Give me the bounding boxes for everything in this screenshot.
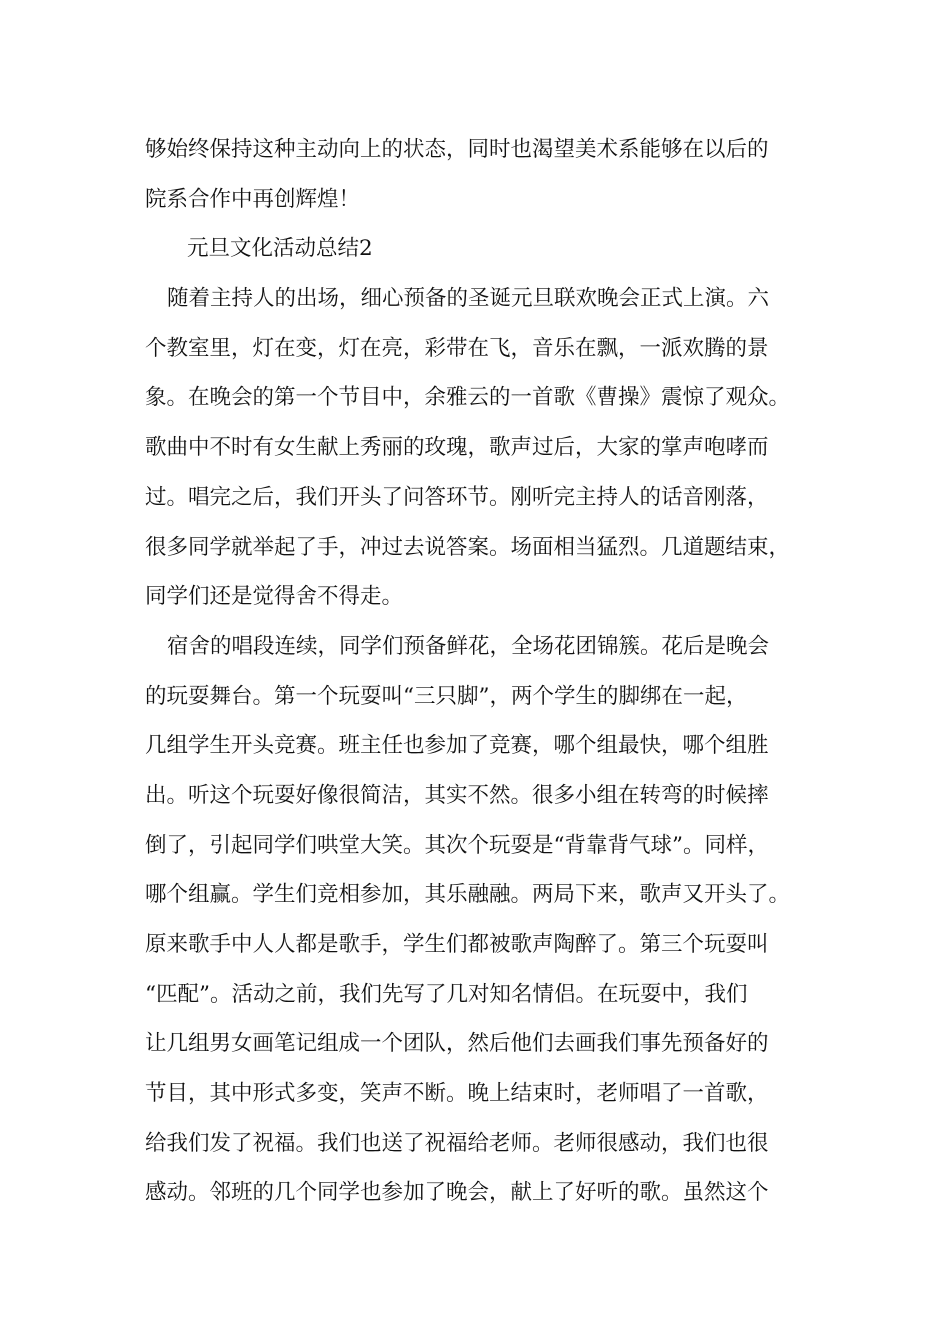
text-line: 个教室里，灯在变，灯在亮，彩带在飞，音乐在飘，一派欢腾的景 bbox=[145, 335, 769, 361]
text-line: 够始终保持这种主动向上的状态，同时也渴望美术系能够在以后的 bbox=[145, 137, 769, 162]
text-line: 歌曲中不时有女生献上秀丽的玫瑰，歌声过后，大家的掌声咆哮而 bbox=[145, 435, 769, 461]
text-line: 感动。邻班的几个同学也参加了晚会，献上了好听的歌。虽然这个 bbox=[145, 1180, 769, 1206]
section-heading: 元旦文化活动总结2 bbox=[187, 236, 373, 262]
text-line: 哪个组赢。学生们竞相参加，其乐融融。两局下来，歌声又开头了。 bbox=[145, 882, 791, 908]
text-line: 象。在晚会的第一个节目中，余雅云的一首歌《曹操》震惊了观众。 bbox=[145, 385, 791, 411]
paragraph-first-line: 宿舍的唱段连续，同学们预备鲜花，全场花团锦簇。花后是晚会 bbox=[167, 633, 770, 659]
text-line: 院系合作中再创辉煌！ bbox=[145, 186, 361, 212]
text-line: 几组学生开头竞赛。班主任也参加了竞赛，哪个组最快，哪个组胜 bbox=[145, 733, 769, 759]
document-body bbox=[145, 125, 825, 1218]
text-line: 原来歌手中人人都是歌手，学生们都被歌声陶醉了。第三个玩耍叫 bbox=[145, 932, 769, 957]
text-line: 很多同学就举起了手，冲过去说答案。场面相当猛烈。几道题结束， bbox=[145, 534, 791, 560]
text-line: 给我们发了祝福。我们也送了祝福给老师。老师很感动，我们也很 bbox=[145, 1130, 769, 1156]
text-line: 同学们还是觉得舍不得走。 bbox=[145, 584, 404, 610]
text-line: 让几组男女画笔记组成一个团队，然后他们去画我们事先预备好的 bbox=[145, 1031, 769, 1057]
paragraph-first-line: 随着主持人的出场，细心预备的圣诞元旦联欢晚会正式上演。六 bbox=[167, 286, 770, 312]
text-line: 的玩耍舞台。第一个玩耍叫“三只脚”，两个学生的脚绑在一起， bbox=[145, 683, 748, 709]
text-line: “匹配”。活动之前，我们先写了几对知名情侣。在玩耍中，我们 bbox=[145, 981, 748, 1007]
text-line: 倒了，引起同学们哄堂大笑。其次个玩耍是“背靠背气球”。同样， bbox=[145, 832, 769, 858]
text-line: 过。唱完之后，我们开头了问答环节。刚听完主持人的话音刚落， bbox=[145, 484, 769, 510]
text-line: 出。听这个玩耍好像很简洁，其实不然。很多小组在转弯的时候摔 bbox=[145, 782, 769, 808]
text-line: 节目，其中形式多变，笑声不断。晚上结束时，老师唱了一首歌， bbox=[145, 1081, 769, 1107]
